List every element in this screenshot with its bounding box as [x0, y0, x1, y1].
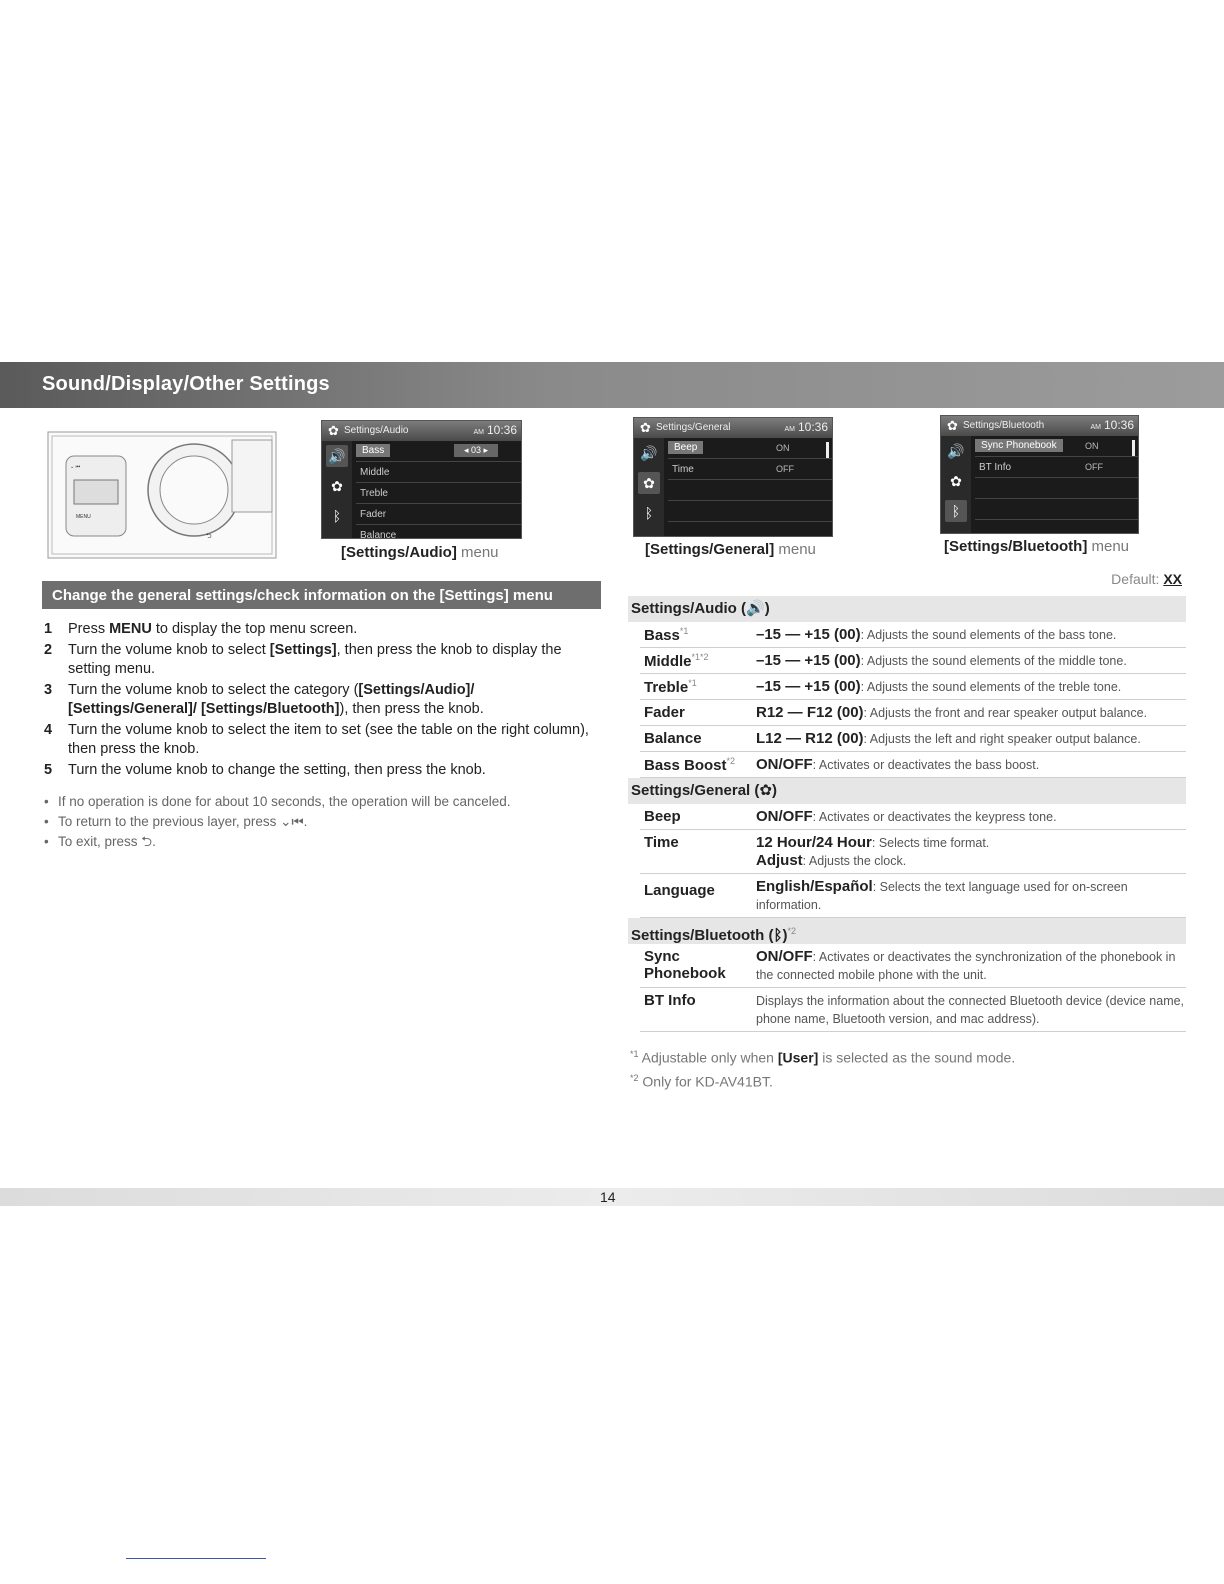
- settings-table: [628, 596, 1186, 1032]
- menu-item-fader[interactable]: Fader: [356, 504, 521, 525]
- gear-icon[interactable]: ✿: [950, 473, 962, 489]
- table-row: Treble$^{*1}$ –15 — +15 (00): Adjusts the sound elements of the treble tone.: [640, 674, 1186, 700]
- menu-item-bass[interactable]: Bass ◂ 03 ▸: [356, 441, 521, 462]
- section-audio: Settings/Audio (🔊): [628, 596, 1186, 622]
- table-row: Bass Boost$^{*2}$ ON/OFF: Activates or deactivates the bass boost.: [640, 752, 1186, 778]
- screen-title-bar: [322, 421, 521, 441]
- back-icon: ⌄⏮: [280, 814, 304, 829]
- menu-item-empty: [975, 478, 1138, 499]
- table-row: Bass$^{*1}$ –15 — +15 (00): Adjusts the sound elements of the bass tone.: [640, 622, 1186, 648]
- section-general: Settings/General (✿): [628, 778, 1186, 804]
- table-row: Balance L12 — R12 (00): Adjusts the left and right speaker output balance.: [640, 726, 1186, 752]
- bluetooth-icon[interactable]: ᛒ: [644, 505, 654, 521]
- note-timeout: • If no operation is done for about 10 seconds, the operation will be canceled.: [44, 792, 604, 812]
- page-title: Sound/Display/Other Settings: [42, 373, 330, 395]
- screen-title: Settings/General: [656, 422, 731, 433]
- speaker-icon: 🔊: [746, 600, 765, 617]
- instructions-heading: Change the general settings/check information on the [Settings] menu: [42, 581, 601, 609]
- screen-settings-bluetooth: [940, 415, 1139, 534]
- clock: AM 10:36: [473, 423, 517, 437]
- caption-settings-audio: [Settings/Audio] menu: [341, 544, 499, 561]
- gear-icon: ✿: [328, 423, 339, 438]
- note-return: • To return to the previous layer, press ⌄⏮.: [44, 812, 604, 832]
- screen-settings-general: [633, 417, 833, 537]
- menu-label: MENU: [76, 514, 91, 520]
- table-row: Middle$^{*1*2}$ –15 — +15 (00): Adjusts the sound elements of the middle tone.: [640, 648, 1186, 674]
- menu-list: [975, 436, 1138, 533]
- table-row: Sync Phonebook ON/OFF: Activates or deactivates the synchronization of the phonebook in the connected mobile phone with the unit.: [640, 944, 1186, 988]
- notes-list: [44, 792, 604, 852]
- speaker-icon[interactable]: 🔊: [326, 445, 348, 467]
- svg-text:⌄ ⏮: ⌄ ⏮: [70, 464, 81, 470]
- note-exit: • To exit, press ⮌.: [44, 832, 604, 852]
- gear-icon[interactable]: ✿: [638, 472, 660, 494]
- menu-item-middle[interactable]: Middle: [356, 462, 521, 483]
- category-sidebar: [941, 436, 971, 533]
- table-row: BT Info Displays the information about the connected Bluetooth device (device name, phone name, Bluetooth version, and mac address).: [640, 988, 1186, 1032]
- table-row: Fader R12 — F12 (00): Adjusts the front and rear speaker output balance.: [640, 700, 1186, 726]
- gear-icon[interactable]: ✿: [331, 478, 343, 494]
- menu-item-empty: [668, 480, 832, 501]
- screen-title: Settings/Bluetooth: [963, 420, 1045, 431]
- scrollbar[interactable]: [1132, 440, 1135, 456]
- category-sidebar: [634, 438, 664, 536]
- gear-icon: ✿: [640, 420, 651, 435]
- gear-icon: ✿: [947, 418, 958, 433]
- car-stereo-illustration: [46, 428, 278, 562]
- menu-item-balance[interactable]: Balance: [356, 525, 521, 539]
- menu-item-treble[interactable]: Treble: [356, 483, 521, 504]
- menu-list: [356, 441, 521, 538]
- menu-item-bt-info[interactable]: BT Info OFF: [975, 457, 1138, 478]
- steps-list: [44, 620, 604, 782]
- step-5: 5 Turn the volume knob to change the setting, then press the knob.: [44, 762, 486, 778]
- bluetooth-icon[interactable]: ᛒ: [332, 508, 342, 524]
- speaker-icon[interactable]: 🔊: [947, 443, 965, 459]
- divider: [126, 1558, 266, 1559]
- section-bluetooth: Settings/Bluetooth (ᛒ)$^{*2}$: [628, 918, 1186, 944]
- menu-item-time[interactable]: Time OFF: [668, 459, 832, 480]
- caption-settings-general: [Settings/General] menu: [645, 541, 816, 558]
- step-3: 3 Turn the volume knob to select the category ([Settings/Audio]/ [Settings/General]/ [Settings/Bluetooth]), then press the knob.: [44, 682, 484, 717]
- speaker-icon[interactable]: 🔊: [640, 445, 658, 461]
- table-row: Beep ON/OFF: Activates or deactivates the keypress tone.: [640, 804, 1186, 830]
- footnote-2: $^{*2}$ Only for KD-AV41BT.: [630, 1072, 773, 1090]
- table-row: Time 12 Hour/24 Hour: Selects time format. Adjust: Adjusts the clock.: [640, 830, 1186, 874]
- step-1: 1 Press MENU to display the top menu screen.: [44, 621, 358, 637]
- screen-settings-audio: [321, 420, 522, 539]
- category-sidebar: [322, 441, 352, 538]
- menu-item-empty: [975, 499, 1138, 520]
- svg-text:⮌: ⮌: [206, 533, 212, 540]
- clock: AM 10:36: [784, 420, 828, 434]
- exit-icon: ⮌: [141, 834, 153, 849]
- table-row: Language English/Español: Selects the text language used for on-screen information.: [640, 874, 1186, 918]
- screen-title-bar: [634, 418, 832, 438]
- menu-list: [668, 438, 832, 536]
- page-number: 14: [600, 1189, 616, 1205]
- default-legend: Default: XX: [1111, 571, 1182, 587]
- menu-item-empty: [668, 501, 832, 522]
- screen-title-bar: [941, 416, 1138, 436]
- menu-item-sync-phonebook[interactable]: Sync Phonebook ON: [975, 436, 1138, 457]
- caption-settings-bluetooth: [Settings/Bluetooth] menu: [944, 538, 1130, 555]
- menu-item-beep[interactable]: Beep ON: [668, 438, 832, 459]
- screen-title: Settings/Audio: [344, 425, 409, 436]
- bluetooth-icon[interactable]: ᛒ: [945, 500, 967, 522]
- step-4: 4 Turn the volume knob to select the item to set (see the table on the right column), then press the knob.: [44, 722, 589, 757]
- step-2: 2 Turn the volume knob to select [Settings], then press the knob to display the setting menu.: [44, 642, 562, 677]
- clock: AM 10:36: [1090, 418, 1134, 432]
- footnotes: [630, 1044, 1015, 1091]
- footnote-1: $^{*1}$ Adjustable only when [User] is selected as the sound mode.: [630, 1049, 1016, 1066]
- section-header: [0, 362, 1224, 408]
- bluetooth-icon: ᛒ: [773, 927, 783, 944]
- gear-icon: ✿: [759, 782, 772, 799]
- scrollbar[interactable]: [826, 442, 829, 458]
